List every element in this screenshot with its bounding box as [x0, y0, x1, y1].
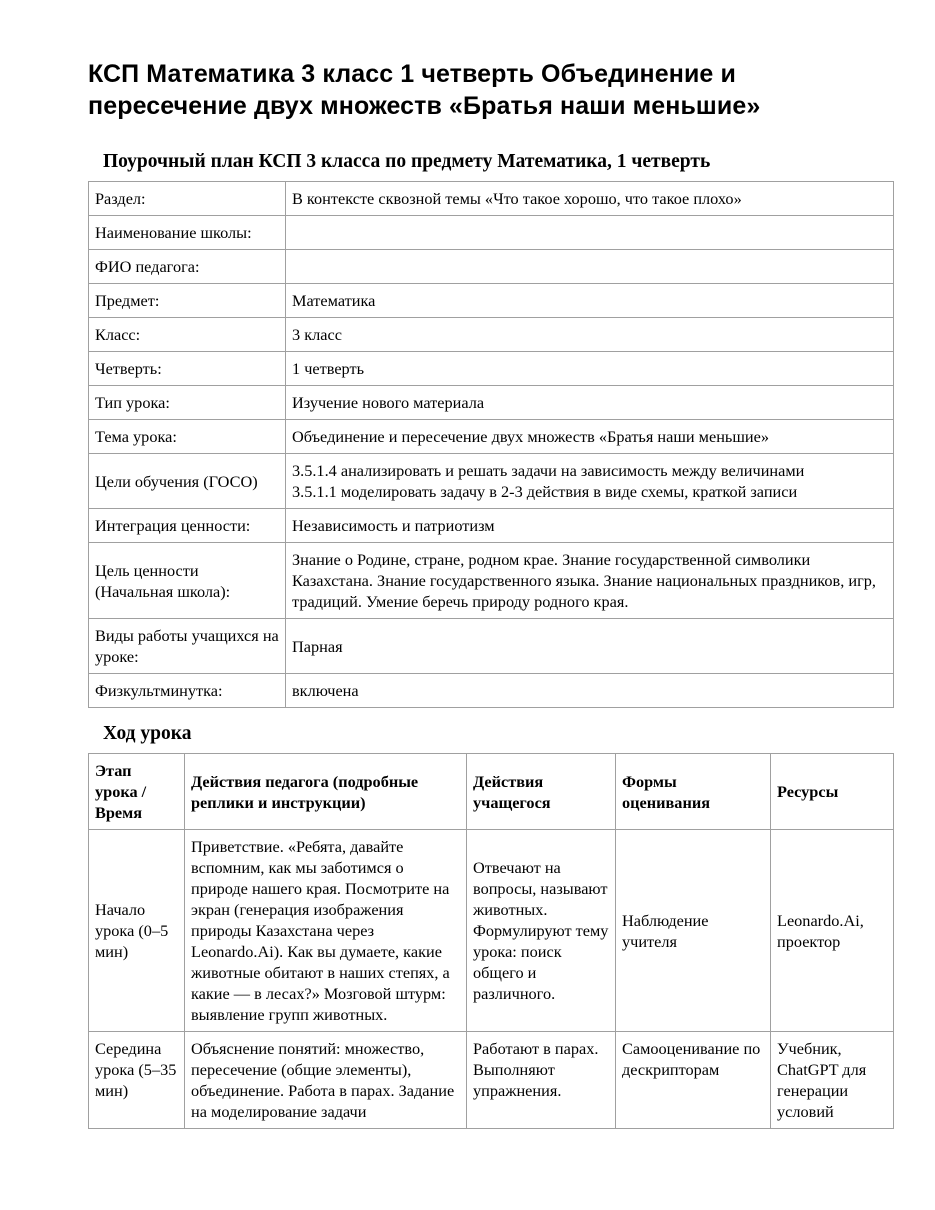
- lesson-heading: Ход урока: [103, 723, 192, 744]
- info-value: 3 класс: [286, 318, 894, 352]
- teacher-actions-cell: Приветствие. «Ребята, давайте вспомним, как мы заботимся о природе нашего края. Посмотрите на экран (генерация изображения природы Казахстана через Leonardo.Ai). Как вы думаете, какие животные обитают в наших степях, а какие — в лесах?» Мозговой штурм: выявление групп животных.: [185, 830, 467, 1032]
- info-row: [89, 386, 894, 420]
- header-stage: Этап урока / Время: [89, 754, 185, 830]
- lesson-stage-cell: Начало урока (0–5 мин): [89, 830, 185, 1032]
- header-assessment: Формы оценивания: [616, 754, 771, 830]
- student-actions-cell: Отвечают на вопросы, называют животных. Формулируют тему урока: поиск общего и различного.: [467, 830, 616, 1032]
- lesson-row: [89, 830, 894, 1032]
- info-label: Цель ценности (Начальная школа):: [89, 543, 286, 619]
- info-value: 1 четверть: [286, 352, 894, 386]
- info-label: ФИО педагога:: [89, 250, 286, 284]
- assessment-cell: Наблюдение учителя: [616, 830, 771, 1032]
- info-row: [89, 216, 894, 250]
- document-page: [88, 58, 893, 1129]
- info-value: включена: [286, 674, 894, 708]
- lesson-stage-cell: Середина урока (5–35 мин): [89, 1032, 185, 1129]
- info-value: 3.5.1.4 анализировать и решать задачи на зависимость между величинами 3.5.1.1 моделировать задачу в 2-3 действия в виде схемы, краткой записи: [286, 454, 894, 509]
- info-row: [89, 250, 894, 284]
- header-student-actions: Действия учащегося: [467, 754, 616, 830]
- info-value: [286, 250, 894, 284]
- info-row: [89, 543, 894, 619]
- teacher-actions-cell: Объяснение понятий: множество, пересечение (общие элементы), объединение. Работа в парах. Задание на моделирование задачи: [185, 1032, 467, 1129]
- info-value: Парная: [286, 619, 894, 674]
- resources-cell: Leonardo.Ai, проектор: [771, 830, 894, 1032]
- info-value: Знание о Родине, стране, родном крае. Знание государственной символики Казахстана. Знание государственного языка. Знание национальных праздников, игр, традиций. Умение беречь природу родного края.: [286, 543, 894, 619]
- info-value: Независимость и патриотизм: [286, 509, 894, 543]
- info-value: Объединение и пересечение двух множеств «Братья наши меньшие»: [286, 420, 894, 454]
- info-label: Цели обучения (ГОСО): [89, 454, 286, 509]
- info-row: [89, 420, 894, 454]
- info-value: Изучение нового материала: [286, 386, 894, 420]
- plan-heading: Поурочный план КСП 3 класса по предмету Математика, 1 четверть: [103, 151, 711, 172]
- resources-cell: Учебник, ChatGPT для генерации условий: [771, 1032, 894, 1129]
- info-label: Тема урока:: [89, 420, 286, 454]
- document-title: КСП Математика 3 класс 1 четверть Объединение и пересечение двух множеств «Братья наши меньшие»: [88, 60, 761, 120]
- assessment-cell: Самооценивание по дескрипторам: [616, 1032, 771, 1129]
- info-label: Класс:: [89, 318, 286, 352]
- lesson-header-row: [89, 754, 894, 830]
- info-value: В контексте сквозной темы «Что такое хорошо, что такое плохо»: [286, 182, 894, 216]
- info-label: Физкультминутка:: [89, 674, 286, 708]
- info-row: [89, 352, 894, 386]
- info-row: [89, 619, 894, 674]
- header-resources: Ресурсы: [771, 754, 894, 830]
- lesson-flow-table: [88, 753, 894, 1129]
- info-label: Предмет:: [89, 284, 286, 318]
- lesson-info-table: [88, 181, 894, 708]
- info-label: Интеграция ценности:: [89, 509, 286, 543]
- lesson-row: [89, 1032, 894, 1129]
- info-label: Виды работы учащихся на уроке:: [89, 619, 286, 674]
- info-label: Раздел:: [89, 182, 286, 216]
- info-value: Математика: [286, 284, 894, 318]
- info-row: [89, 454, 894, 509]
- info-label: Наименование школы:: [89, 216, 286, 250]
- info-row: [89, 509, 894, 543]
- info-label: Четверть:: [89, 352, 286, 386]
- info-value: [286, 216, 894, 250]
- info-label: Тип урока:: [89, 386, 286, 420]
- info-row: [89, 182, 894, 216]
- info-row: [89, 284, 894, 318]
- student-actions-cell: Работают в парах. Выполняют упражнения.: [467, 1032, 616, 1129]
- info-row: [89, 318, 894, 352]
- header-teacher-actions: Действия педагога (подробные реплики и инструкции): [185, 754, 467, 830]
- info-row: [89, 674, 894, 708]
